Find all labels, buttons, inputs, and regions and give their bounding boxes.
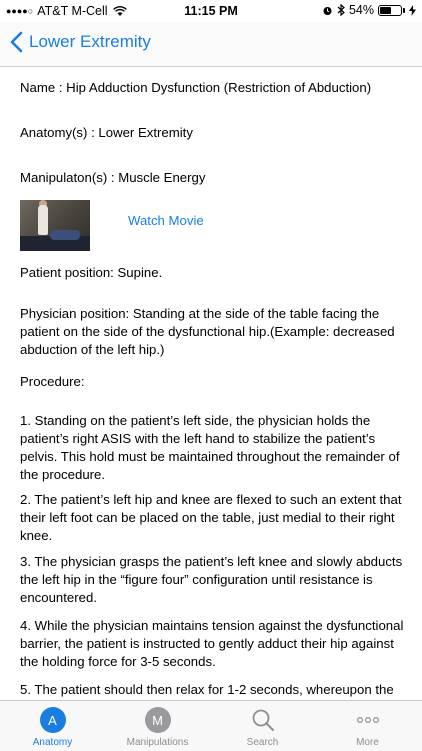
tab-manipulations[interactable] (105, 701, 210, 751)
tab-search[interactable] (210, 701, 315, 751)
tab-bar (0, 700, 422, 751)
patient-position: Patient position: Supine. (20, 265, 163, 280)
back-label: Lower Extremity (29, 32, 151, 51)
tab-anatomy[interactable] (0, 701, 105, 751)
tab-anatomy-label: Anatomy (32, 737, 73, 748)
thumbnail-physician (38, 205, 48, 235)
tab-search-label: Search (246, 737, 279, 748)
video-thumbnail[interactable] (20, 200, 90, 251)
status-time: 11:15 PM (184, 4, 238, 18)
search-icon (250, 707, 276, 733)
status-right (322, 3, 416, 17)
navigation-bar (0, 22, 422, 67)
procedure-heading: Procedure: (20, 374, 85, 389)
back-button[interactable] (10, 31, 151, 53)
physician-position: Physician position: Standing at the side of the table facing the patient on the side of the dysfunctional hip.(Example: decreased abduction of the left hip.) (20, 306, 395, 357)
bluetooth-icon (337, 4, 345, 16)
manipulations-icon: M (145, 707, 171, 733)
battery-icon (378, 5, 402, 16)
battery-tip (403, 8, 405, 13)
chevron-left-icon (10, 31, 23, 53)
anatomy-field: Anatomy(s) : Lower Extremity (20, 125, 193, 140)
tab-more-label: More (356, 737, 379, 748)
battery-percent: 54% (348, 3, 374, 17)
tab-manipulations-label: Manipulations (126, 737, 189, 748)
alarm-icon (322, 5, 333, 16)
anatomy-icon: A (40, 707, 66, 733)
manipulation-field: Manipulaton(s) : Muscle Energy (20, 170, 206, 185)
procedure-step-2: 2. The patient’s left hip and knee are flexed to such an extent that their left foot can be placed on the table, just medial to their right knee. (20, 492, 402, 543)
thumbnail-patient (50, 230, 80, 240)
procedure-step-4: 4. While the physician maintains tension against the dysfunctional barrier, the patient is instructed to gently adduct their hip against the holding force for 3-5 seconds. (20, 618, 404, 669)
charging-icon (409, 5, 416, 16)
carrier-label: AT&T M-Cell (37, 4, 108, 18)
tab-more[interactable] (315, 701, 420, 751)
watch-movie-link[interactable]: Watch Movie (128, 213, 204, 228)
procedure-step-1: 1. Standing on the patient’s left side, the physician holds the patient’s right ASIS with the left hand to stabilize the patient’s pelvis. This hold must be maintained throughout the remainder of the procedure. (20, 413, 400, 482)
procedure-step-5: 5. The patient should then relax for 1-2 seconds, whereupon the (20, 682, 394, 697)
signal-strength-icon: ●●●●○ (6, 6, 34, 16)
procedure-step-3: 3. The physician grasps the patient’s left knee and slowly abducts the left hip in the “figure four” configuration until resistance is encountered. (20, 554, 403, 605)
technique-name: Name : Hip Adduction Dysfunction (Restriction of Abduction) (20, 80, 372, 95)
status-bar (0, 0, 422, 22)
more-icon (355, 707, 381, 733)
battery-fill (380, 7, 391, 14)
